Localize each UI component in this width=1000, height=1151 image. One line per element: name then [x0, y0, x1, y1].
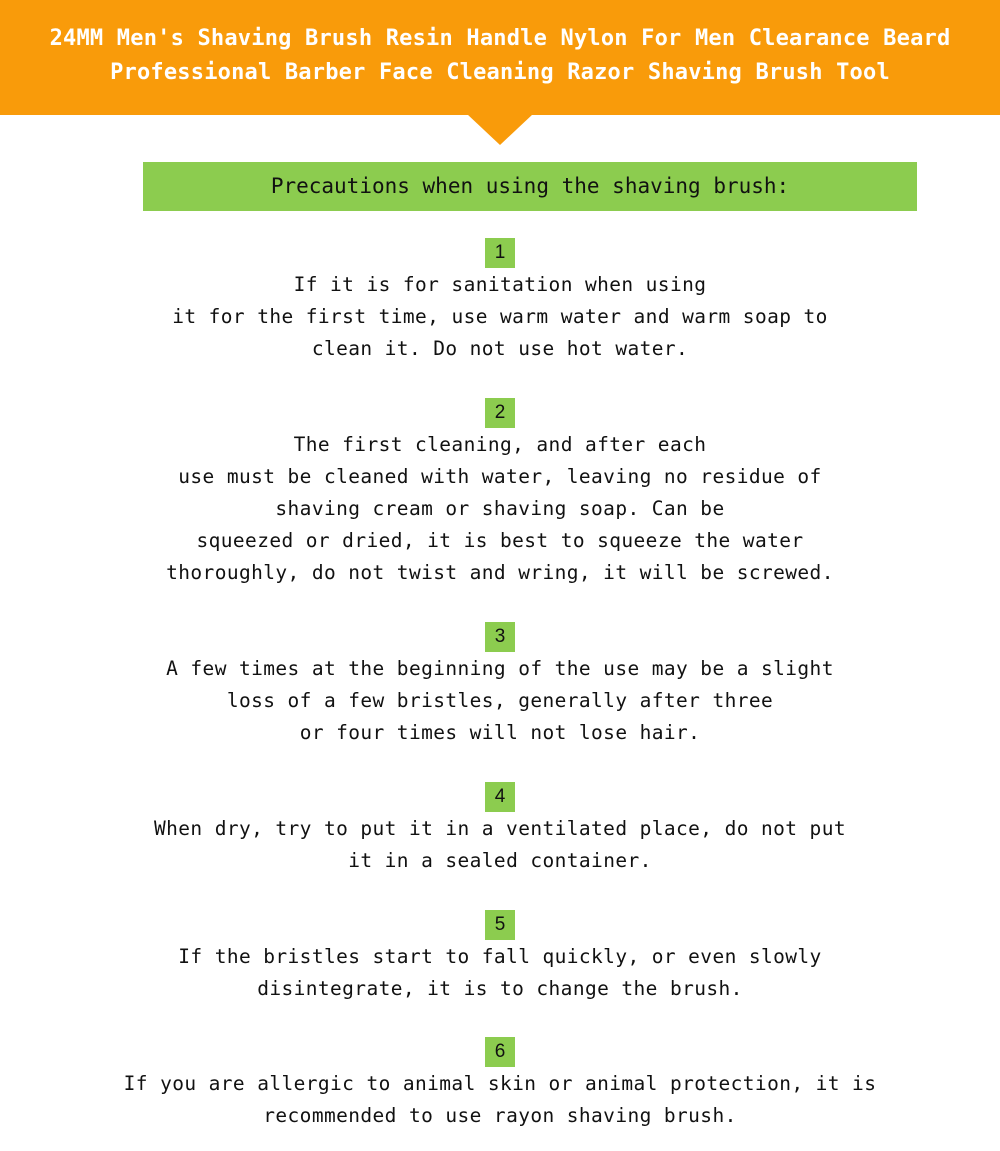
item-text-line: When dry, try to put it in a ventilated place, do not put [154, 817, 846, 840]
precaution-item-1 [0, 238, 1000, 365]
title-banner [0, 0, 1000, 115]
item-number-badge: 2 [485, 398, 515, 428]
item-text-line: A few times at the beginning of the use may be a slight [166, 657, 834, 680]
item-text-line: loss of a few bristles, generally after three [226, 689, 774, 712]
item-text-line: it for the first time, use warm water and warm soap to [172, 305, 828, 328]
item-text-line: disintegrate, it is to change the brush. [257, 977, 743, 1000]
banner-down-arrow-icon [467, 114, 533, 145]
precaution-item-2 [0, 398, 1000, 589]
item-text-line: If you are allergic to animal skin or animal protection, it is [123, 1072, 877, 1095]
item-number-badge: 3 [485, 622, 515, 652]
item-text-line: thoroughly, do not twist and wring, it will be screwed. [166, 561, 834, 584]
item-text-line: clean it. Do not use hot water. [311, 337, 689, 360]
item-number-badge: 4 [485, 782, 515, 812]
precaution-item-5 [0, 910, 1000, 1005]
item-text-line: it in a sealed container. [348, 849, 652, 872]
item-text-line: If the bristles start to fall quickly, or even slowly [178, 945, 822, 968]
item-text-line: or four times will not lose hair. [299, 721, 701, 744]
precaution-item-6 [0, 1037, 1000, 1132]
item-text-line: use must be cleaned with water, leaving no residue of [178, 465, 822, 488]
item-number-badge: 5 [485, 910, 515, 940]
item-text-line: shaving cream or shaving soap. Can be [275, 497, 725, 520]
item-number-badge: 6 [485, 1037, 515, 1067]
item-text-line: recommended to use rayon shaving brush. [263, 1104, 737, 1127]
item-text-line: If it is for sanitation when using [293, 273, 707, 296]
banner-title-line-2: Professional Barber Face Cleaning Razor Shaving Brush Tool [110, 60, 890, 85]
item-text-line: squeezed or dried, it is best to squeeze the water [196, 529, 804, 552]
section-header: Precautions when using the shaving brush: [143, 162, 917, 211]
banner-title-line-1: 24MM Men's Shaving Brush Resin Handle Nylon For Men Clearance Beard [49, 26, 951, 51]
item-number-badge: 1 [485, 238, 515, 268]
precaution-item-4 [0, 782, 1000, 877]
precaution-item-3 [0, 622, 1000, 749]
item-text-line: The first cleaning, and after each [293, 433, 707, 456]
